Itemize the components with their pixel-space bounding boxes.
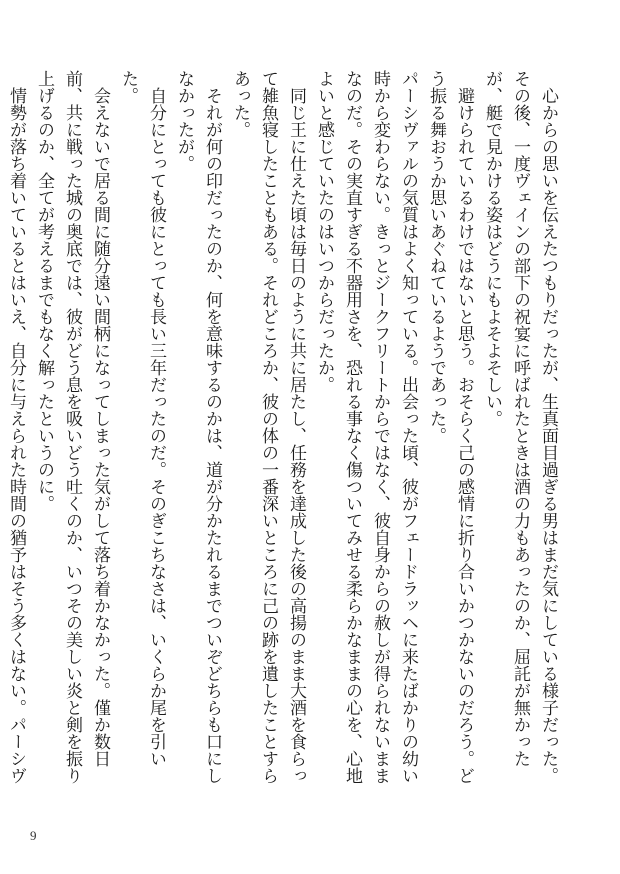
paragraph: 避けられているわけではないと思う。おそらく己の感情に折り合いかつかないのだろう。どう振る舞おうか思いあぐねているようであった。 [426,70,474,784]
paragraph: 同じ王に仕えた頃は毎日のように共に居たし、任務を達成した後の高揚のまま大酒を食らって雑魚寝したこともある。それどころか、彼の体の一番深いところに己の跡を遺したことすらあった。 [230,70,306,784]
vertical-text-body [6,70,562,800]
paragraph: それが何の印だったのか、何を意味するのかは、道が分かたれるまでついぞどちらも口にしなかったが。 [174,70,222,784]
paragraph: パーシヴァルの気質はよく知っている。出会った頃、彼がフェードラッヘに来たばかりの幼い時から変わらない。きっとジークフリートからではなく、彼自身からの赦しが得られないままなのだ。その実直すぎる不器用さを、恐れる事なく傷ついてみせる柔らかなままの心を、心地よいと感じていたのはいつからだったか。 [314,70,418,784]
paragraph: 自分にとっても彼にとっても長い三年だったのだ。そのぎこちなさは、いくらか尾を引いた。 [118,70,166,767]
paragraph: 情勢が落ち着いているとはいえ、自分に与えられた時間の猶予はそう多くはない。パーシヴ [6,87,26,784]
paragraph: 心からの思いを伝えたつもりだったが、生真面目過ぎる男はまだ気にしている様子だった。その後、一度ヴェインの部下の祝宴に呼ばれたときは酒の力もあったのか、屈託が無かったが、艇で見かける姿はどうにもよそよそしい。 [482,70,558,784]
page-number: 9 [30,828,37,843]
paragraph: 会えないで居る間に随分遠い間柄になってしまった気がして落ち着かなかった。僅か数日前、共に戦った城の奥底では、彼がどう息を吸いどう吐くのか、いつその美しい炎と剣を振り上げるのか、全てが考えるまでもなく解ったというのに。 [34,70,110,784]
